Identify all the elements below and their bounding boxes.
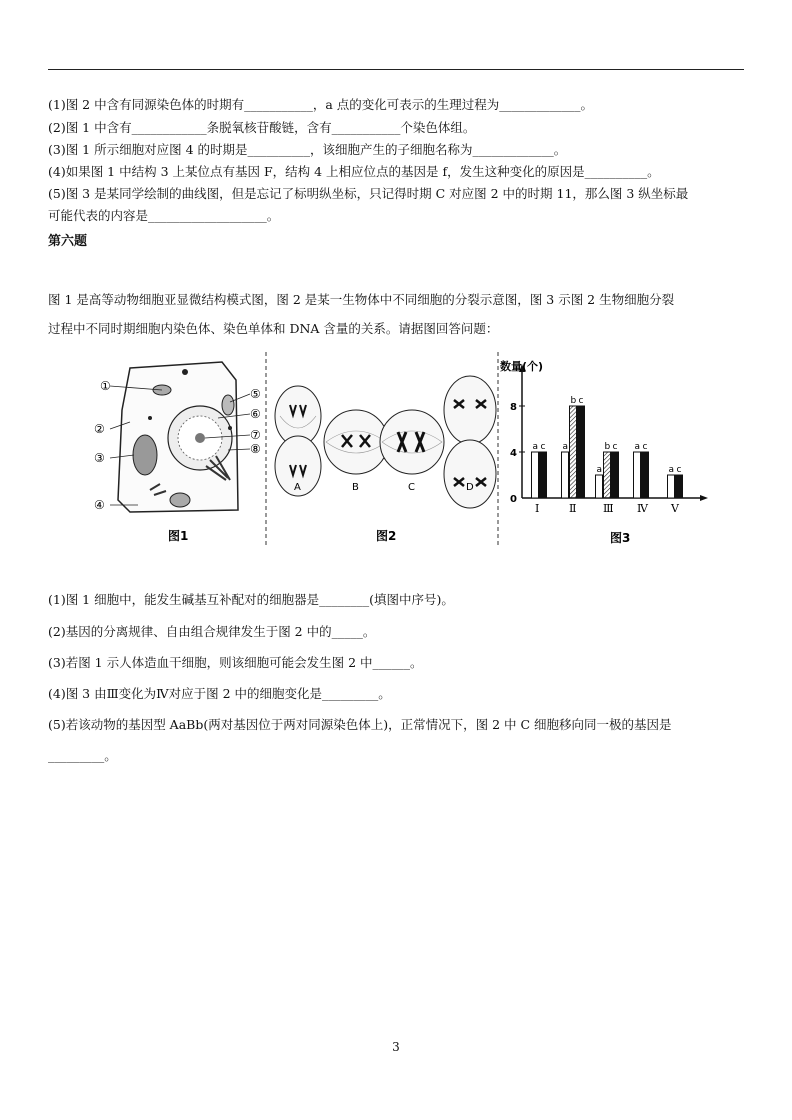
fig1-marker-1: ①: [100, 379, 111, 393]
fig1-cell-diagram: [110, 362, 250, 512]
fig3-bar-key-label: c: [578, 396, 584, 406]
fig3-y-label: 数量(个): [500, 360, 544, 373]
fig2-cell-a: [275, 386, 321, 496]
fig3-label: 图3: [610, 531, 631, 545]
fig3-bar-III-b: [604, 452, 611, 498]
fig3-y-tick-label: 8: [510, 402, 517, 413]
fig1-marker-6: ⑥: [250, 407, 261, 421]
fig3-bar-V-c: [676, 475, 683, 498]
fig2-cell-c: [380, 410, 444, 474]
fig3-bar-key-label: c: [540, 442, 546, 452]
question-top-1: (1)图 2 中含有同源染色体的时期有___________，a 点的变化可表示的生理过程为_____________。: [48, 97, 594, 112]
fig3-bar-key-label: c: [676, 465, 682, 475]
fig3-x-axis-arrow: [700, 495, 708, 501]
fig3-category-label: Ⅰ: [535, 502, 540, 515]
fig3-bar-V-a: [668, 475, 675, 498]
fig3-bar-key-label: a: [596, 465, 603, 475]
fig1-marker-3: ③: [94, 451, 105, 465]
intro-line-1: 图 1 是高等动物细胞亚显微结构模式图，图 2 是某一生物体中不同细胞的分裂示意图，图 3 示图 2 生物细胞分裂: [48, 292, 675, 307]
question-bottom-3: (3)若图 1 示人体造血干细胞，则该细胞可能会发生图 2 中______。: [48, 655, 423, 670]
fig2-cell-a-label: A: [294, 482, 301, 493]
question-bottom-1: (1)图 1 细胞中，能发生碱基互补配对的细胞器是________(填图中序号)。: [48, 592, 454, 607]
page-number: 3: [392, 1040, 400, 1054]
question-top-5-cont: 可能代表的内容是___________________。: [48, 208, 280, 223]
fig3-bar-II-c: [578, 406, 585, 498]
fig3-category-label: Ⅱ: [569, 502, 577, 515]
fig1-marker-8: ⑧: [250, 442, 261, 456]
fig3-bar-key-label: a: [562, 442, 569, 452]
fig3-bar-IV-c: [642, 452, 649, 498]
fig1-marker-2: ②: [94, 422, 105, 436]
fig3-y-tick-label: 0: [510, 494, 517, 505]
question-bottom-5: (5)若该动物的基因型 AaBb(两对基因位于两对同源染色体上)，正常情况下，图 2 中 C 细胞移向同一极的基因是: [48, 717, 672, 732]
question-top-5: (5)图 3 是某同学绘制的曲线图，但是忘记了标明纵坐标，只记得时期 C 对应图 2 中的时期 11，那么图 3 纵坐标最: [48, 186, 689, 201]
fig1-marker-7: ⑦: [250, 428, 261, 442]
fig1-marker-5: ⑤: [250, 387, 261, 401]
question-bottom-2: (2)基因的分离规律、自由组合规律发生于图 2 中的_____。: [48, 624, 376, 639]
fig2-cell-d-label: D: [466, 482, 474, 493]
question-bottom-4: (4)图 3 由Ⅲ变化为Ⅳ对应于图 2 中的细胞变化是_________。: [48, 686, 391, 701]
fig1-marker-4: ④: [94, 498, 105, 512]
question-top-3: (3)图 1 所示细胞对应图 4 的时期是__________，该细胞产生的子细胞名称为_____________。: [48, 142, 567, 157]
fig3-chart: [500, 359, 708, 515]
fig2-cell-c-label: C: [408, 482, 415, 493]
fig3-bar-key-label: c: [612, 442, 618, 452]
fig3-bar-key-label: b: [570, 396, 577, 406]
fig3-category-label: Ⅲ: [603, 502, 614, 515]
fig3-bar-II-a: [562, 452, 569, 498]
fig2-label: 图2: [376, 529, 397, 543]
fig3-category-label: Ⅴ: [671, 502, 679, 515]
section-title: 第六题: [48, 234, 88, 249]
question-bottom-5-cont: _________。: [48, 748, 117, 763]
intro-line-2: 过程中不同时期细胞内染色体、染色单体和 DNA 含量的关系。请据图回答问题：: [48, 321, 499, 336]
fig2-cell-b-label: B: [352, 482, 359, 493]
fig3-bar-IV-a: [634, 452, 641, 498]
fig3-bar-I-c: [540, 452, 547, 498]
question-top-2: (2)图 1 中含有____________条脱氧核苷酸链，含有___________个染色体组。: [48, 120, 476, 135]
figure-svg: [90, 350, 720, 550]
fig3-bar-key-label: a: [668, 465, 675, 475]
fig3-bar-key-label: b: [604, 442, 611, 452]
fig2-cell-b: [324, 410, 388, 474]
fig3-bar-I-a: [532, 452, 539, 498]
fig3-bar-key-label: a: [634, 442, 641, 452]
fig3-y-tick-label: 4: [510, 448, 517, 459]
fig3-bar-III-c: [612, 452, 619, 498]
fig3-category-label: Ⅳ: [637, 502, 648, 515]
fig1-label: 图1: [168, 529, 189, 543]
question-top-4: (4)如果图 1 中结构 3 上某位点有基因 F，结构 4 上相应位点的基因是 f，发生这种变化的原因是__________。: [48, 164, 660, 179]
figure-block: [90, 350, 720, 550]
fig3-bar-II-b: [570, 406, 577, 498]
fig3-bar-key-label: c: [642, 442, 648, 452]
header-rule: [48, 69, 744, 70]
fig3-bar-III-a: [596, 475, 603, 498]
fig3-bar-key-label: a: [532, 442, 539, 452]
